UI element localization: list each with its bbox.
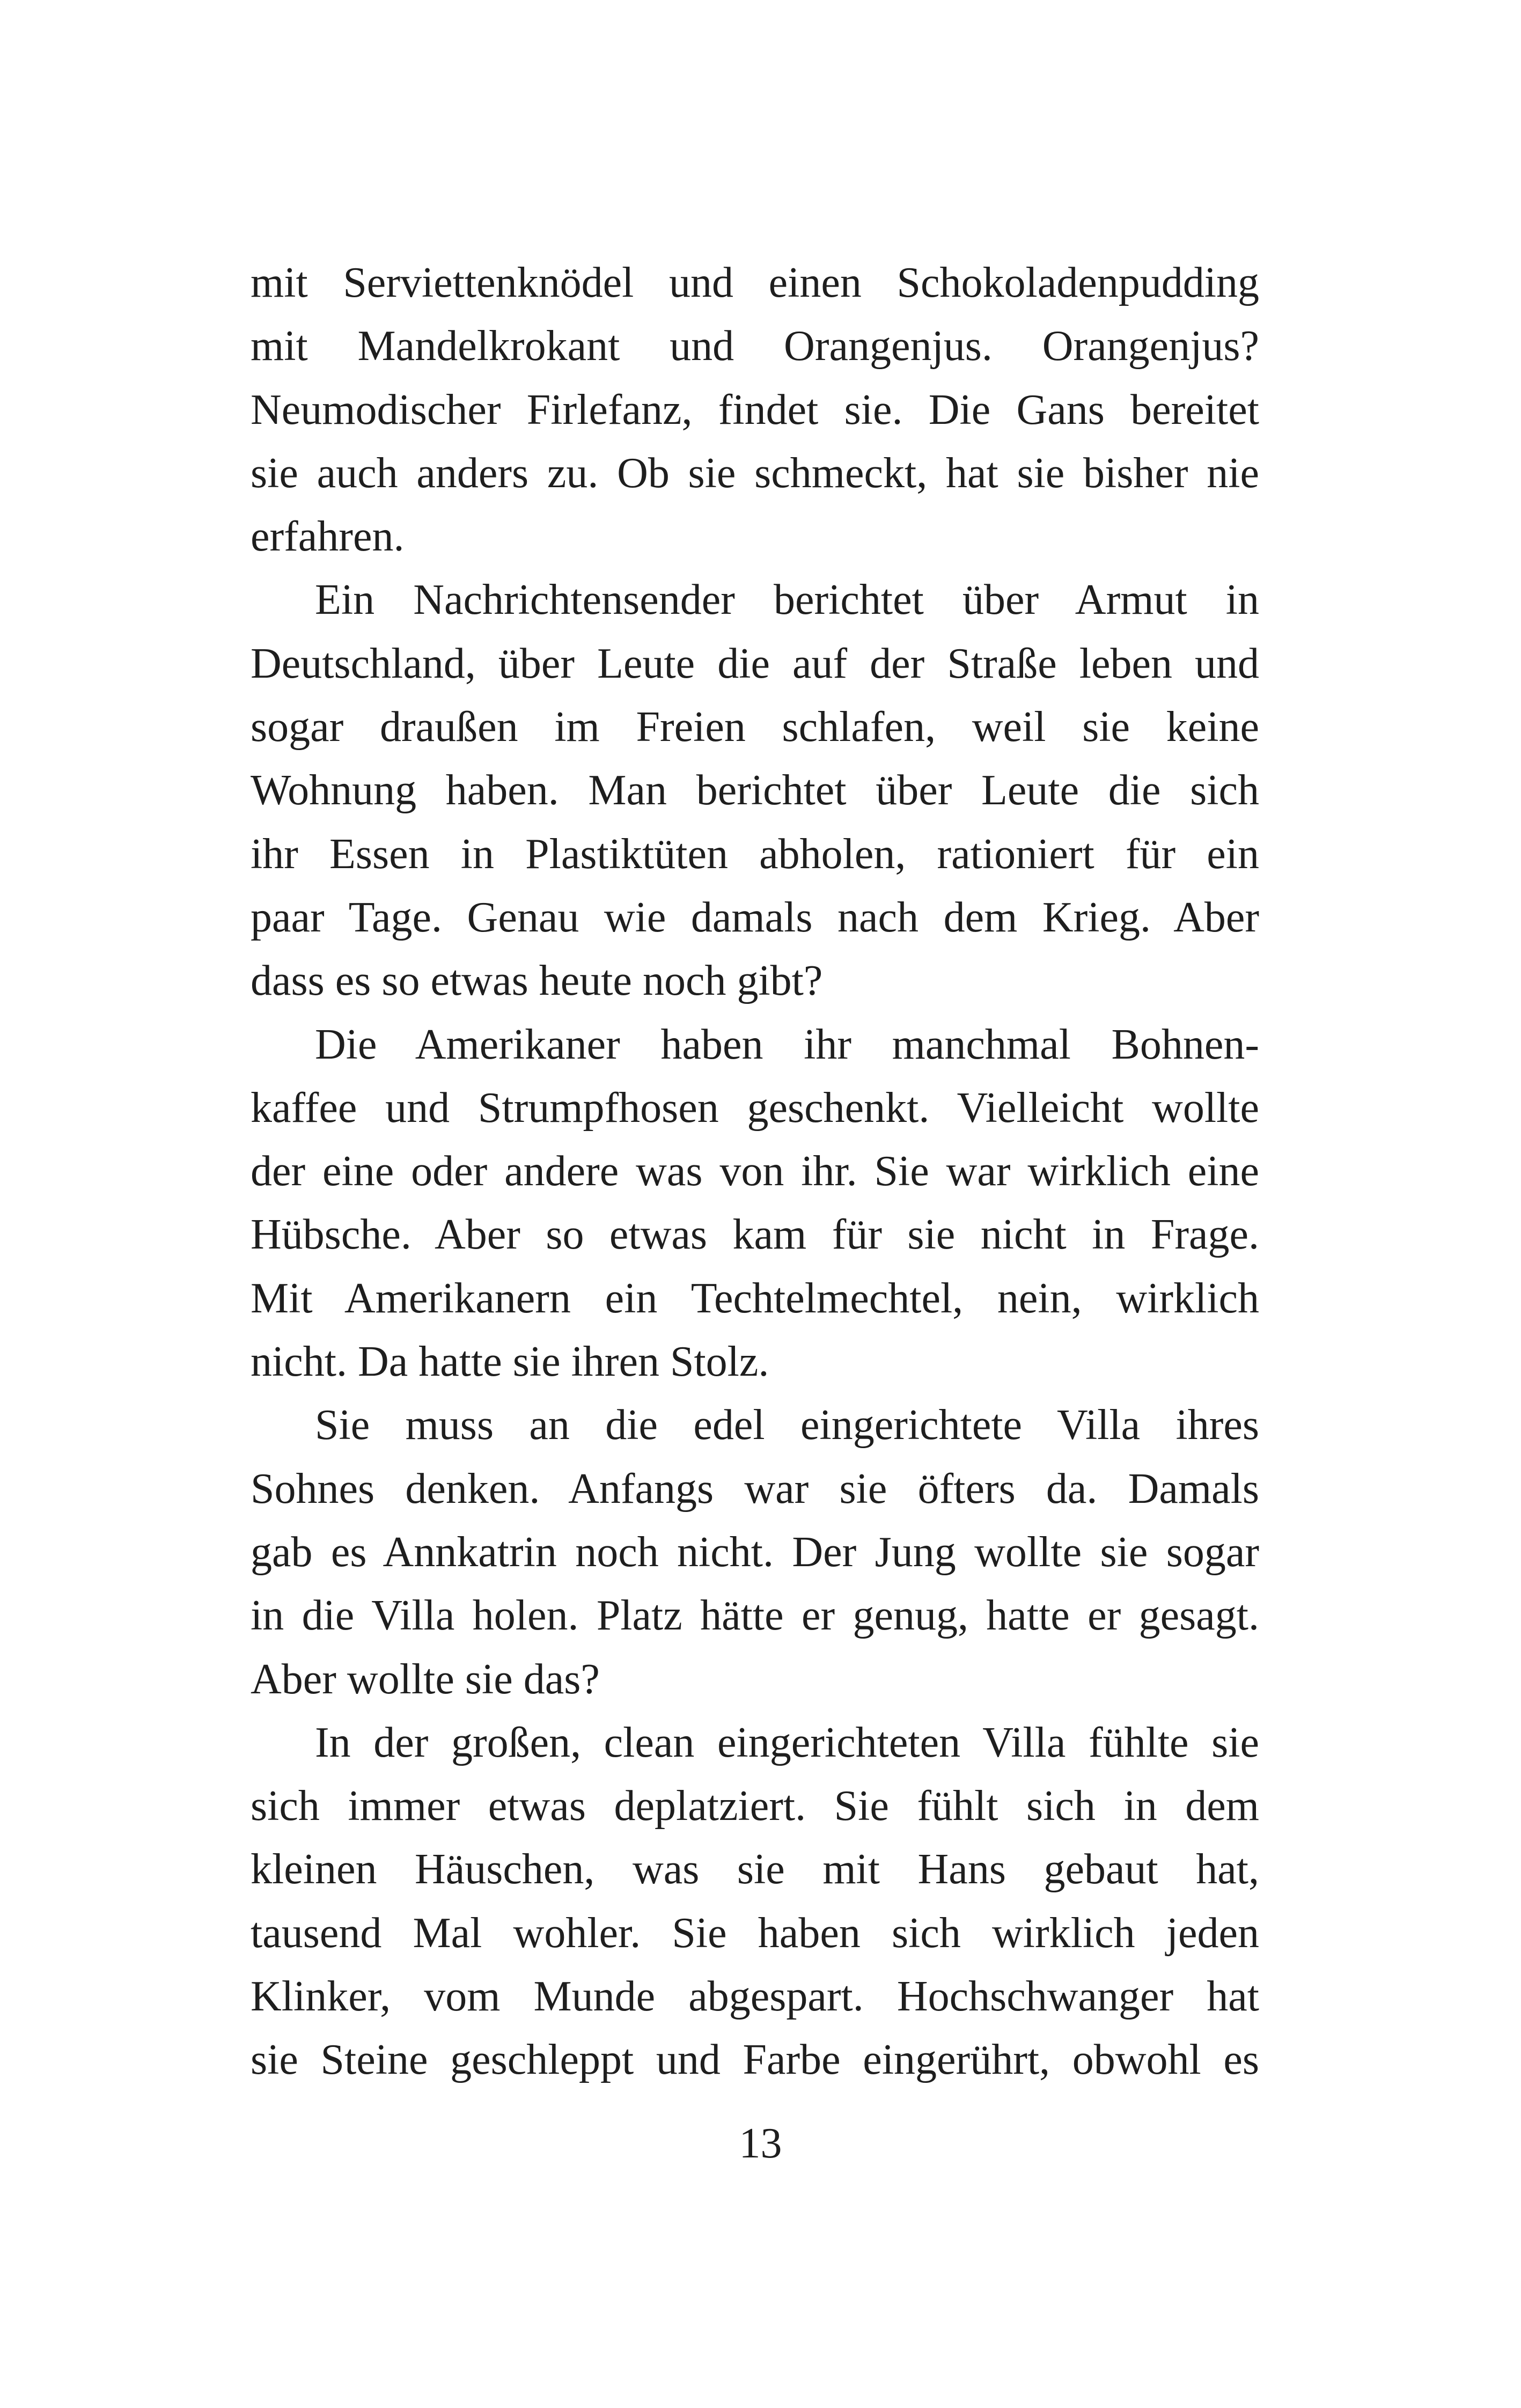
line-text: kaffee und Strumpfhosen geschenkt. Vielleicht wollte — [251, 1084, 1259, 1132]
paragraph — [251, 1711, 1259, 2092]
text-line — [251, 632, 1259, 695]
line-text: in die Villa holen. Platz hätte er genug, hatte er gesagt. — [251, 1592, 1259, 1640]
text-line — [251, 442, 1259, 505]
line-text: sogar draußen im Freien schlafen, weil sie keine — [251, 703, 1259, 751]
line-text: mit Serviettenknödel und einen Schokoladenpudding — [251, 259, 1259, 306]
line-text: Sie muss an die edel eingerichtete Villa ihres — [315, 1401, 1259, 1449]
text-line — [251, 1521, 1259, 1584]
line-text: ihr Essen in Plastiktüten abholen, rationiert für ein — [251, 830, 1259, 878]
line-text: dass es so etwas heute noch gibt? — [251, 957, 823, 1005]
line-text: Wohnung haben. Man berichtet über Leute die sich — [251, 767, 1259, 814]
text-line — [251, 1330, 1259, 1393]
line-text: sie Steine geschleppt und Farbe eingerührt, obwohl es — [251, 2036, 1259, 2084]
text-line — [251, 695, 1259, 759]
paragraph — [251, 251, 1259, 568]
text-line — [251, 886, 1259, 949]
line-text: der eine oder andere was von ihr. Sie war wirklich eine — [251, 1148, 1259, 1195]
line-text: Hübsche. Aber so etwas kam für sie nicht in Frage. — [251, 1211, 1259, 1259]
text-line — [251, 1648, 1259, 1711]
line-text: tausend Mal wohler. Sie haben sich wirklich jeden — [251, 1909, 1259, 1957]
text-line — [251, 823, 1259, 886]
text-line — [251, 1774, 1259, 1838]
text-line — [251, 1711, 1259, 1774]
text-line — [251, 1267, 1259, 1330]
text-line — [251, 1584, 1259, 1647]
text-line — [251, 314, 1259, 378]
text-line — [251, 759, 1259, 822]
text-line — [251, 1965, 1259, 2028]
text-line — [251, 1838, 1259, 1901]
text-line — [251, 378, 1259, 442]
text-line — [251, 1902, 1259, 1965]
text-line — [251, 1076, 1259, 1140]
text-line — [251, 949, 1259, 1012]
line-text: Deutschland, über Leute die auf der Straße leben und — [251, 640, 1259, 687]
line-text: Ein Nachrichtensender berichtet über Armut in — [315, 576, 1259, 624]
line-text: kleinen Häuschen, was sie mit Hans gebaut hat, — [251, 1846, 1259, 1893]
text-line — [251, 1140, 1259, 1203]
paragraph — [251, 568, 1259, 1012]
line-text: gab es Annkatrin noch nicht. Der Jung wollte sie sogar — [251, 1528, 1259, 1576]
text-line — [251, 2028, 1259, 2091]
line-text: sich immer etwas deplatziert. Sie fühlt sich in dem — [251, 1782, 1259, 1830]
text-line — [251, 505, 1259, 568]
line-text: Mit Amerikanern ein Techtelmechtel, nein, wirklich — [251, 1274, 1259, 1322]
line-text: erfahren. — [251, 513, 405, 561]
line-text: sie auch anders zu. Ob sie schmeckt, hat sie bisher nie — [251, 449, 1259, 497]
line-text: mit Mandelkrokant und Orangenjus. Orangenjus? — [251, 322, 1259, 370]
paragraph — [251, 1393, 1259, 1710]
text-line — [251, 1013, 1259, 1076]
line-text: Die Amerikaner haben ihr manchmal Bohnen- — [315, 1021, 1259, 1068]
line-text: Neumodischer Firlefanz, findet sie. Die Gans bereitet — [251, 386, 1259, 434]
text-line — [251, 251, 1259, 314]
text-line — [251, 1457, 1259, 1521]
page-number: 13 — [739, 2120, 782, 2167]
text-line — [251, 1393, 1259, 1457]
line-text: paar Tage. Genau wie damals nach dem Krieg. Aber — [251, 893, 1259, 941]
text-line — [251, 1203, 1259, 1266]
line-text: In der großen, clean eingerichteten Villa fühlte sie — [315, 1719, 1259, 1766]
body-text — [251, 251, 1259, 2092]
line-text: Aber wollte sie das? — [251, 1655, 600, 1703]
line-text: Klinker, vom Munde abgespart. Hochschwanger hat — [251, 1973, 1259, 2021]
paragraph — [251, 1013, 1259, 1394]
line-text: Sohnes denken. Anfangs war sie öfters da. Damals — [251, 1465, 1259, 1513]
line-text: nicht. Da hatte sie ihren Stolz. — [251, 1338, 769, 1386]
text-line — [251, 568, 1259, 632]
